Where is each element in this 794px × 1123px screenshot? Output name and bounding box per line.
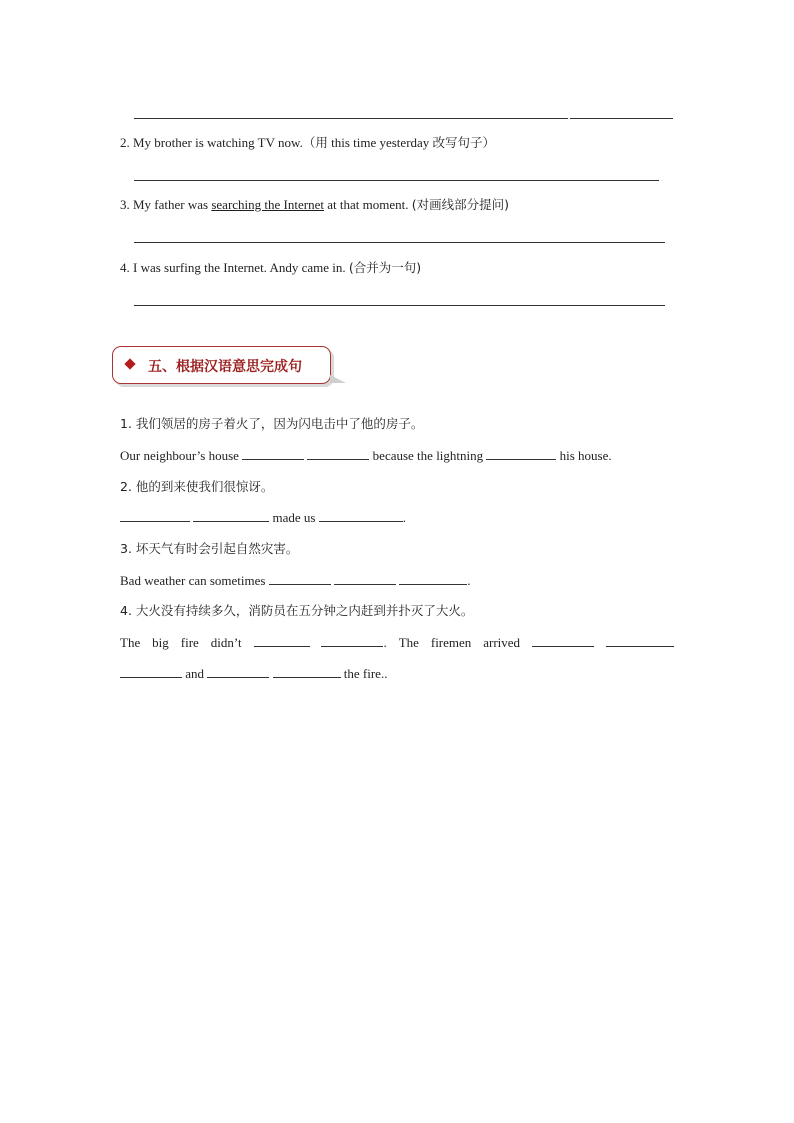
sentence-4-word: firemen [430, 635, 472, 650]
blank-input[interactable] [307, 447, 369, 460]
blank-input[interactable] [120, 509, 190, 522]
question-3-post: at that moment. [323, 197, 409, 212]
question-2-instruction: 改写句子） [432, 135, 496, 150]
blank-input[interactable] [532, 634, 594, 647]
sentence-4-word: didn’t [210, 635, 242, 650]
sentence-4-word: The [120, 635, 141, 650]
question-3-pre: 3. My father was [120, 197, 212, 212]
sentence-1-part-b: because the lightning [372, 448, 484, 463]
blank-input[interactable] [207, 665, 269, 678]
sentence-4-word: fire [180, 635, 199, 650]
question-3-underlined: searching the Internet [211, 197, 324, 212]
sentence-4-word: arrived [483, 635, 521, 650]
blank-input[interactable] [120, 665, 182, 678]
sentence-2-part-a: made us [272, 510, 316, 525]
answer-line[interactable] [134, 242, 665, 243]
sentence-1-english [120, 447, 612, 464]
sentence-3-part-a: Bad weather can sometimes [120, 573, 266, 588]
section-header-tail [330, 375, 346, 383]
blank-input[interactable] [273, 665, 341, 678]
question-2-paren: （用 [302, 135, 328, 150]
blank-input[interactable] [321, 634, 383, 647]
sentence-1-chinese: 1. 我们领居的房子着火了，因为闪电击中了他的房子。 [120, 416, 424, 431]
blank-input[interactable] [254, 634, 310, 647]
question-4-instruction: (合并为一句) [348, 260, 422, 275]
section-title: 五、根据汉语意思完成句 [148, 359, 302, 375]
sentence-4-word: big [152, 635, 169, 650]
sentence-4-english-line-1 [120, 634, 674, 651]
question-2-phrase: this time yesterday [331, 135, 430, 150]
sentence-4-dot: . [383, 635, 387, 650]
question-3 [120, 197, 509, 213]
sentence-4-chinese: 4. 大火没有持续多久，消防员在五分钟之内赶到并扑灭了大火。 [120, 603, 474, 618]
blank-input[interactable] [319, 509, 403, 522]
blank-input[interactable] [242, 447, 304, 460]
answer-line[interactable] [570, 118, 673, 119]
sentence-2-end: . [402, 510, 406, 525]
blank-input[interactable] [486, 447, 556, 460]
answer-line[interactable] [134, 180, 659, 181]
blank-input[interactable] [269, 572, 331, 585]
blank-input[interactable] [606, 634, 674, 647]
sentence-2-english [120, 509, 406, 526]
sentence-3-english [120, 572, 470, 589]
question-3-instruction: (对画线部分提问) [411, 197, 509, 212]
question-2 [120, 135, 495, 151]
answer-line[interactable] [134, 305, 665, 306]
sentence-4-word: The [398, 635, 419, 650]
sentence-4-end: the fire.. [343, 666, 388, 681]
blank-input[interactable] [193, 509, 269, 522]
blank-input[interactable] [334, 572, 396, 585]
sentence-3-chinese: 3. 坏天气有时会引起自然灾害。 [120, 541, 299, 556]
question-2-text: 2. My brother is watching TV now. [120, 135, 303, 150]
blank-input[interactable] [399, 572, 467, 585]
sentence-1-part-c: his house. [559, 448, 612, 463]
sentence-2-chinese: 2. 他的到来使我们很惊讶。 [120, 479, 274, 494]
answer-line[interactable] [134, 118, 568, 119]
question-4-text: 4. I was surfing the Internet. Andy came in. [120, 260, 346, 275]
sentence-4-english-line-2 [120, 665, 387, 682]
sentence-4-and: and [185, 666, 205, 681]
question-4 [120, 260, 421, 276]
sentence-3-end: . [467, 573, 471, 588]
sentence-1-part-a: Our neighbour’s house [120, 448, 239, 463]
